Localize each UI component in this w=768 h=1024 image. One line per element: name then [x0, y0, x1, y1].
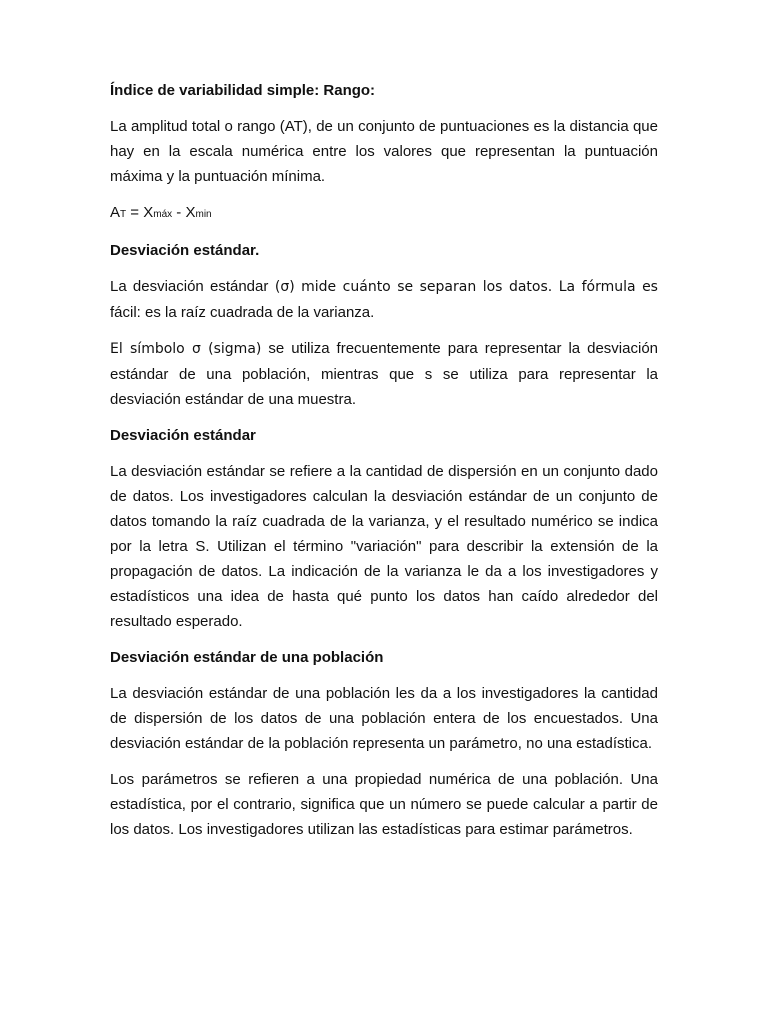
formula-a: A — [110, 204, 121, 221]
population-paragraph-2: Los parámetros se refieren a una propiedad numérica de una población. Una estadística, por el contrario, significa que un número se puede calcular a partir de los datos. Los investigadores utilizan las estadísticas para estimar parámetros. — [110, 771, 658, 838]
range-formula — [110, 200, 658, 227]
sigma-paragraph-part-1: El símbolo σ (sigma) — [110, 341, 262, 357]
formula-equals: = X — [126, 204, 154, 221]
formula-min-subscript: min — [195, 209, 212, 220]
document-page — [110, 78, 658, 853]
formula-max-subscript: máx — [153, 209, 173, 220]
range-heading: Índice de variabilidad simple: Rango: — [110, 82, 376, 99]
sd-heading-1: Desviación estándar. — [110, 242, 260, 259]
sd-paragraph: La desviación estándar se refiere a la cantidad de dispersión en un conjunto dado de datos. Los investigadores calculan la desviación estándar de un conjunto de datos tomando la raíz cuadrada de la varianza, y el resultado numérico se indica por la letra S. Utilizan el término "variación" para describir la extensión de la propagación de datos. La indicación de la varianza le da a los investigadores y estadísticos una idea de hasta qué punto los datos han caído alrededor del resultado esperado. — [110, 463, 658, 630]
formula-minus: - X — [172, 204, 196, 221]
sd-definition-part-1: La desviación estándar — [110, 278, 269, 295]
sd-heading-2: Desviación estándar — [110, 427, 256, 444]
sd-definition — [110, 274, 658, 325]
sd-definition-part-2: (σ) mide cuánto se separan los datos. La fórmula es — [268, 279, 658, 295]
range-paragraph: La amplitud total o rango (AT), de un conjunto de puntuaciones es la distancia que hay en la escala numérica entre los valores que representan la puntuación máxima y la puntuación mínima. — [110, 118, 658, 185]
population-heading: Desviación estándar de una población — [110, 649, 384, 666]
sigma-paragraph-part-2: se utiliza frecuentemente para representar la desviación estándar de una población, mientras que s se utiliza para representar la desviación estándar de una muestra. — [110, 340, 659, 408]
population-paragraph-1: La desviación estándar de una población les da a los investigadores la cantidad de dispersión de los datos de una población entera de los encuestados. Una desviación estándar de la población representa un parámetro, no una estadística. — [110, 685, 658, 752]
formula-a-subscript: T — [120, 209, 127, 220]
sigma-paragraph — [110, 336, 658, 412]
sd-definition-part-3: fácil: es la raíz cuadrada de la varianza. — [110, 304, 375, 321]
